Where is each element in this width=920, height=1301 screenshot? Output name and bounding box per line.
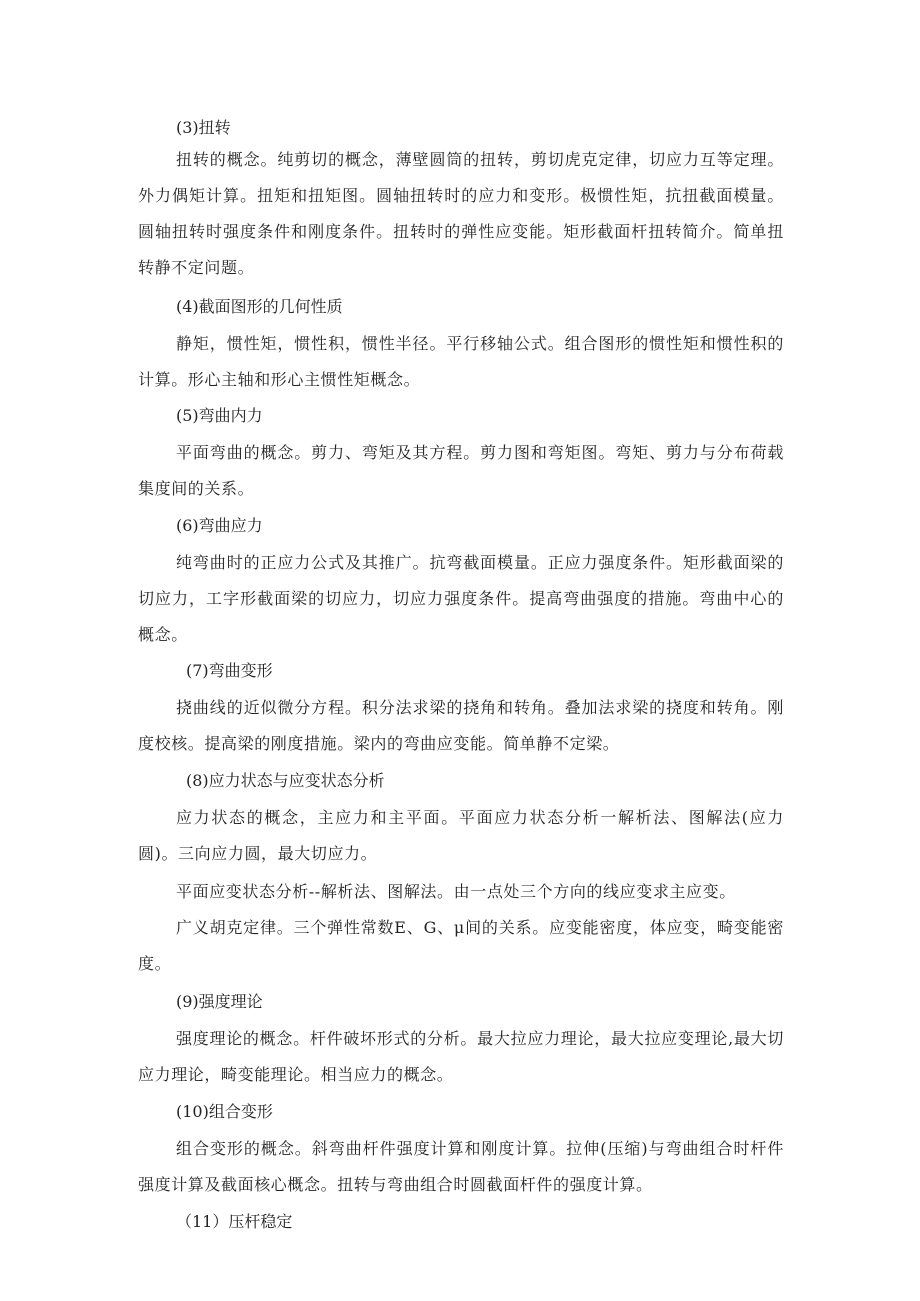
section-body-hooke-law: 广义胡克定律。三个弹性常数E、G、μ间的关系。应变能密度，体应变，畸变能密度。: [138, 918, 784, 973]
section-heading-geometric-properties: (4)截面图形的几何性质: [176, 297, 343, 316]
section-heading-stress-strain-analysis: (8)应力状态与应变状态分析: [186, 771, 385, 790]
section-body-bending-internal-force: 平面弯曲的概念。剪力、弯矩及其方程。剪力图和弯矩图。弯矩、剪力与分布荷载集度间的关系。: [138, 443, 784, 498]
section-body-strain-analysis: 平面应变状态分析--解析法、图解法。由一点处三个方向的线应变求主应变。: [176, 882, 736, 901]
section-body-geometric-properties: 静矩，惯性矩，惯性积，惯性半径。平行移轴公式。组合图形的惯性矩和惯性积的计算。形心主轴和形心主惯性矩概念。: [138, 334, 784, 389]
section-heading-strength-theory: (9)强度理论: [176, 992, 263, 1011]
section-heading-bending-internal-force: (5)弯曲内力: [176, 406, 263, 425]
section-heading-bending-deformation: (7)弯曲变形: [186, 661, 273, 680]
section-heading-combined-deformation: (10)组合变形: [176, 1102, 273, 1121]
section-heading-torsion: (3)扭转: [176, 118, 231, 137]
section-body-bending-deformation: 挠曲线的近似微分方程。积分法求梁的挠角和转角。叠加法求梁的挠度和转角。刚度校核。提高梁的刚度措施。梁内的弯曲应变能。简单静不定梁。: [138, 698, 784, 753]
section-body-bending-stress: 纯弯曲时的正应力公式及其推广。抗弯截面模量。正应力强度条件。矩形截面梁的切应力，工字形截面梁的切应力，切应力强度条件。提高弯曲强度的措施。弯曲中心的概念。: [138, 553, 784, 644]
section-heading-column-stability: （11）压杆稳定: [176, 1212, 293, 1231]
section-body-strength-theory: 强度理论的概念。杆件破坏形式的分析。最大拉应力理论，最大拉应变理论,最大切应力理论，畸变能理论。相当应力的概念。: [138, 1029, 784, 1084]
section-body-stress-analysis: 应力状态的概念，主应力和主平面。平面应力状态分析一解析法、图解法(应力圆)。三向应力圆，最大切应力。: [138, 808, 784, 863]
section-body-combined-deformation: 组合变形的概念。斜弯曲杆件强度计算和刚度计算。拉伸(压缩)与弯曲组合时杆件强度计算及截面核心概念。扭转与弯曲组合时圆截面杆件的强度计算。: [138, 1139, 784, 1194]
section-body-torsion: 扭转的概念。纯剪切的概念，薄壁圆筒的扭转，剪切虎克定律，切应力互等定理。外力偶矩计算。扭矩和扭矩图。圆轴扭转时的应力和变形。极惯性矩，抗扭截面模量。圆轴扭转时强度条件和刚度条件。扭转时的弹性应变能。矩形截面杆扭转简介。简单扭转静不定问题。: [138, 150, 784, 277]
section-heading-bending-stress: (6)弯曲应力: [176, 516, 263, 535]
